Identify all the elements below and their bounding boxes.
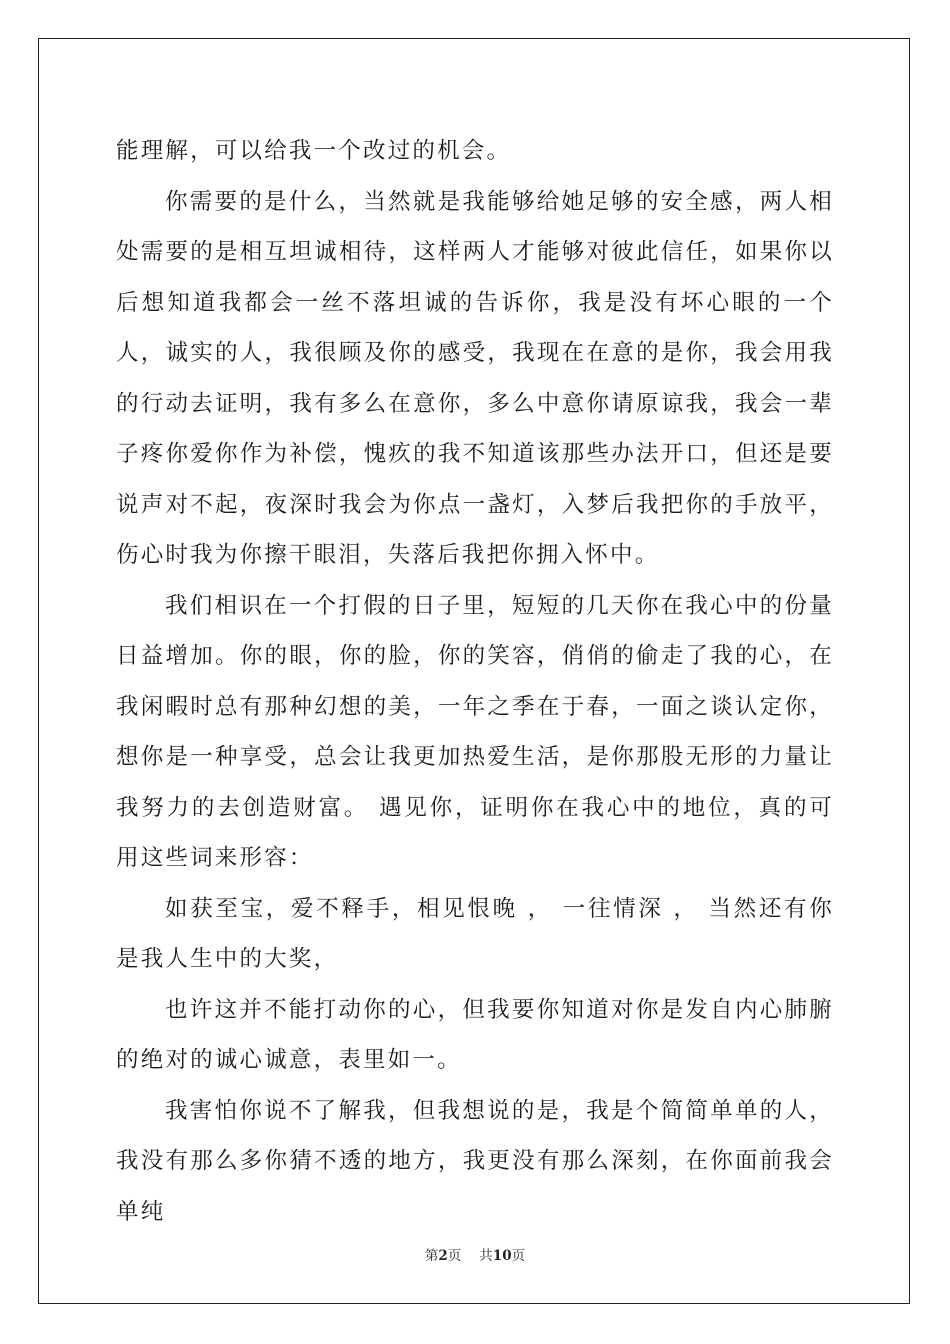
- paragraph-5: 也许这并不能打动你的心，但我要你知道对你是发自内心肺腑的绝对的诚心诚意，表里如一。: [116, 996, 834, 1073]
- paragraph-6: 我害怕你说不了解我，但我想说的是，我是个简简单单的人，我没有那么多你猜不透的地方，我更没有那么深刻，在你面前我会单纯: [116, 1097, 834, 1225]
- total-prefix: 共: [479, 1248, 493, 1264]
- page-prefix: 第: [424, 1248, 439, 1264]
- document-body: [116, 126, 834, 1237]
- current-page-number: 2: [438, 1248, 448, 1264]
- paragraph-3: 我们相识在一个打假的日子里，短短的几天你在我心中的份量日益增加。你的眼，你的脸，你的笑容，俏俏的偷走了我的心，在我闲暇时总有那种幻想的美，一年之季在于春，一面之谈认定你，想你是一种享受，总会让我更加热爱生活，是你那股无形的力量让我努力的去创造财富。 遇见你，证明你在我心中的地位，真的可用这些词来形容：: [116, 592, 834, 871]
- paragraph-4: 如获至宝，爱不释手，相见恨晚 ， 一往情深 ， 当然还有你是我人生中的大奖，: [116, 895, 834, 972]
- page-suffix: 页: [447, 1248, 462, 1264]
- paragraph-1: 能理解，可以给我一个改过的机会。: [116, 138, 512, 164]
- page-number-label: [425, 1248, 461, 1264]
- total-page-count: 10: [492, 1248, 512, 1264]
- total-suffix: 页: [511, 1248, 526, 1264]
- page-footer: [0, 1246, 950, 1266]
- total-pages-label: [479, 1248, 525, 1264]
- paragraph-2: 你需要的是什么，当然就是我能够给她足够的安全感，两人相处需要的是相互坦诚相待，这样两人才能够对彼此信任，如果你以后想知道我都会一丝不落坦诚的告诉你，我是没有坏心眼的一个人，诚实的人，我很顾及你的感受，我现在在意的是你，我会用我的行动去证明，我有多么在意你，多么中意你请原谅我，我会一辈子疼你爱你作为补偿，愧疚的我不知道该那些办法开口，但还是要说声对不起，夜深时我会为你点一盏灯，入梦后我把你的手放平，伤心时我为你擦干眼泪，失落后我把你拥入怀中。: [116, 188, 834, 568]
